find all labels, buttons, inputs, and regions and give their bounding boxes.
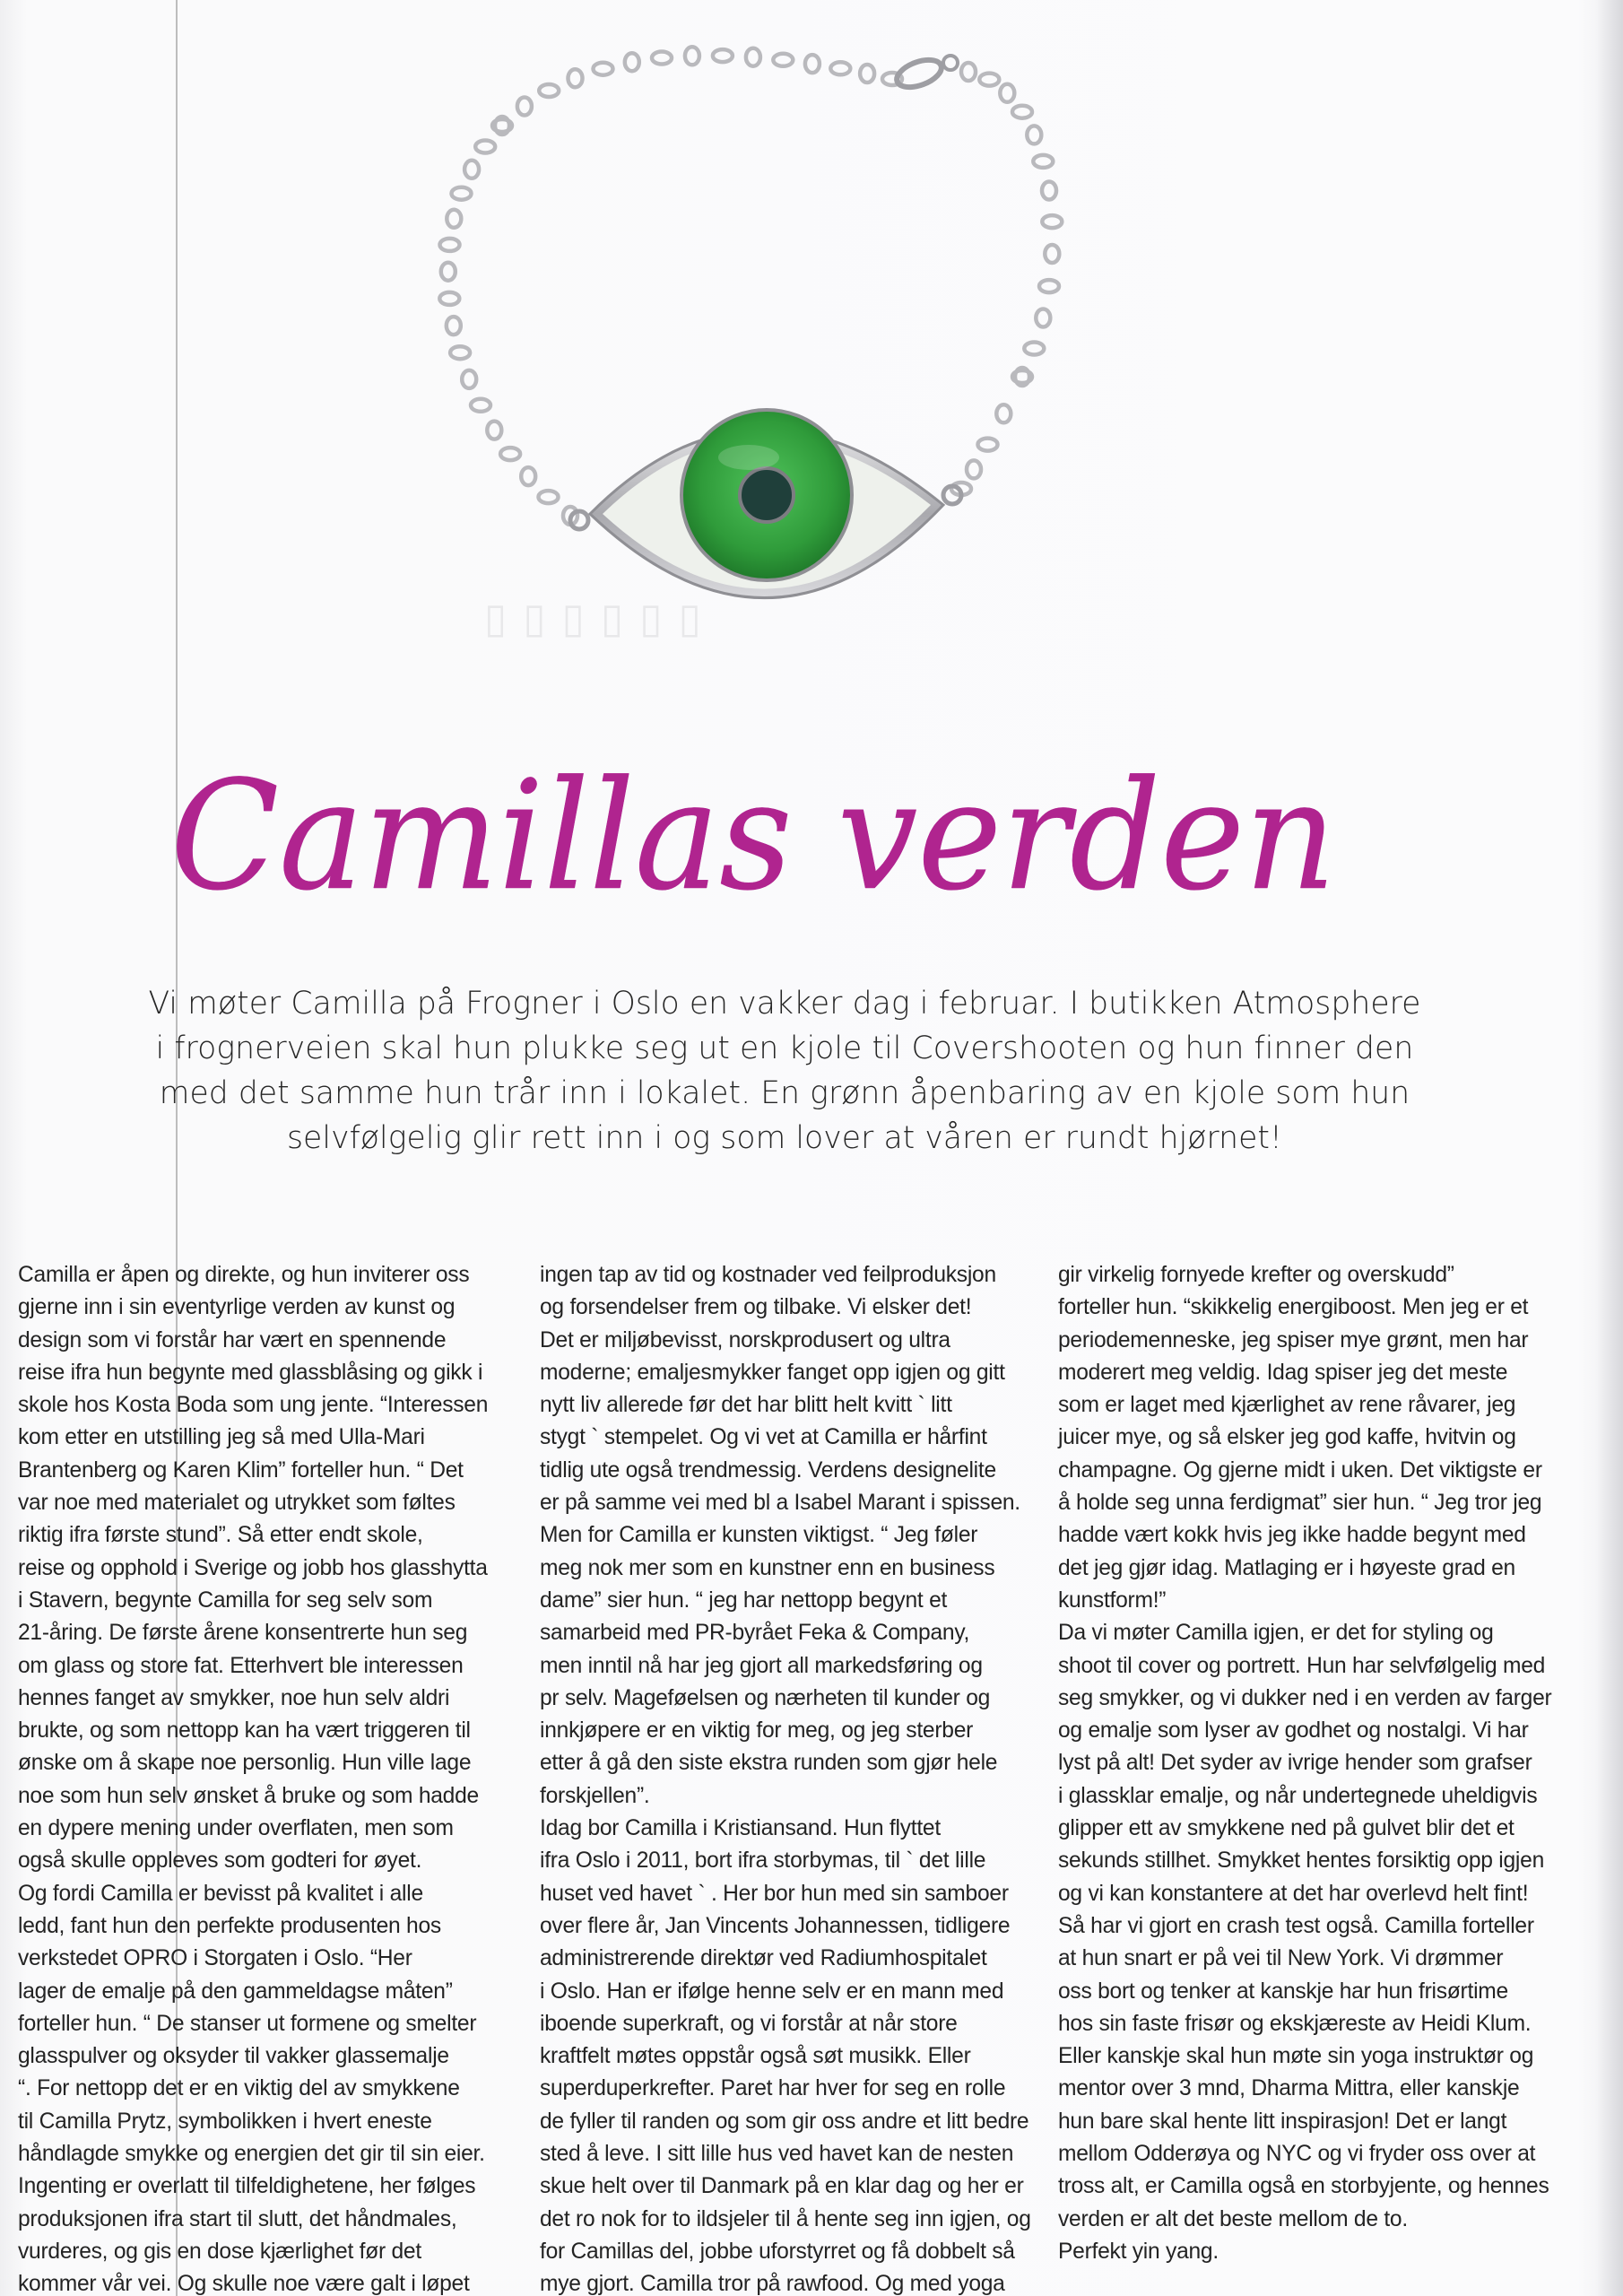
chain-link <box>521 467 535 485</box>
chain-link <box>475 141 495 153</box>
body-text-line: om glass og store fat. Etterhvert ble interessen <box>18 1653 464 1678</box>
chain-link <box>652 52 672 65</box>
chain-link <box>713 49 733 62</box>
body-text-line: seg smykker, og vi dukker ned i en verden av farger <box>1058 1685 1552 1710</box>
body-text-line: kom etter en utstilling jeg så med Ulla-Mari <box>18 1425 425 1450</box>
body-text-line: superduperkrefter. Paret har hver for seg en rolle <box>540 2076 1006 2101</box>
body-text-line: forteller hun. “skikkelig energiboost. Men jeg er et <box>1058 1295 1529 1320</box>
body-text-line: meg nok mer som en kunstner enn en business <box>540 1555 995 1580</box>
body-text-line: riktig ifra første stund”. Så etter endt skole, <box>18 1523 423 1548</box>
body-text-line: Brantenberg og Karen Klim” forteller hun. “ Det <box>18 1457 464 1483</box>
body-text-line: Men for Camilla er kunsten viktigst. “ Jeg føler <box>540 1523 978 1548</box>
body-text-line: og vi kan konstantere at det har overlevd helt fint! <box>1058 1881 1529 1906</box>
body-text-line: mye gjort. Camilla tror på rawfood. Og med yoga <box>540 2272 1005 2296</box>
chain-link <box>447 317 461 335</box>
body-text-line: reise og opphold i Sverige og jobb hos glasshytta <box>18 1555 488 1580</box>
chain-link <box>1045 245 1059 263</box>
body-text-line: samarbeid med PR-byrået Feka & Company, <box>540 1621 970 1646</box>
body-text-line: mentor over 3 mnd, Dharma Mittra, eller kanskje <box>1058 2076 1520 2101</box>
body-text-line: gjerne inn i sin eventyrlige verden av kunst og <box>18 1295 456 1320</box>
intro-paragraph <box>117 981 1453 1161</box>
body-text-line: etter å gå den siste ekstra runden som gjør hele <box>540 1751 998 1776</box>
article-body <box>0 1259 1623 2296</box>
body-text-line: periodemenneske, jeg spiser mye grønt, men har <box>1058 1327 1529 1352</box>
body-text-line: sted å leve. I sitt lille hus ved havet kan de nesten <box>540 2142 1014 2167</box>
chain-link <box>830 62 850 74</box>
article-column-2 <box>540 1259 1042 2296</box>
body-text-line: verden er alt det beste mellom de to. <box>1058 2206 1408 2231</box>
chain-link <box>1042 215 1062 228</box>
body-text-line: kommer vår vei. Og skulle noe være galt i løpet <box>18 2272 470 2296</box>
body-text-line: over flere år, Jan Vincents Johannessen, tidligere <box>540 1913 1011 1938</box>
chain-link <box>452 187 472 200</box>
body-text-line: håndlagde smykke og energien det gir til sin eier. <box>18 2142 485 2167</box>
body-text-line: og emalje som lyser av godhet og nostalgi. Vi har <box>1058 1718 1529 1744</box>
body-text-line: de fyller til randen og som gir oss andre et litt bedre <box>540 2109 1029 2134</box>
intro-line: Vi møter Camilla på Frogner i Oslo en vakker dag i februar. I butikken Atmosphere <box>148 986 1421 1022</box>
body-text-line: lager de emalje på den gammeldagse måten” <box>18 1979 453 2004</box>
chain-link <box>1039 280 1059 292</box>
article-column-1 <box>18 1259 520 2296</box>
body-text-line: kunstform!” <box>1058 1587 1167 1613</box>
chain-link <box>594 63 613 75</box>
body-text-line: men inntil nå har jeg gjort all markedsføring og <box>540 1653 983 1678</box>
chain-link <box>441 263 456 281</box>
body-text-line: pr selv. Mageføelsen og nærheten til kunder og <box>540 1685 991 1710</box>
chain-link <box>978 439 998 451</box>
body-text-line: Perfekt yin yang. <box>1058 2239 1219 2264</box>
intro-line: med det samme hun trår inn i lokalet. En grønn åpenbaring av en kjole som hun <box>159 1075 1410 1111</box>
body-text-line: skole hos Kosta Boda som ung jente. “Interessen <box>18 1393 489 1418</box>
body-text-line: tross alt, er Camilla også en storbyjente, og hennes <box>1058 2174 1549 2199</box>
body-text-line: moderne; emaljesmykker fanget opp igjen og gitt <box>540 1360 1005 1385</box>
intro-line: i frognerveien skal hun plukke seg ut en kjole til Covershooten og hun finner den <box>155 1031 1414 1066</box>
body-text-line: og forsendelser frem og tilbake. Vi elsker det! <box>540 1295 972 1320</box>
body-text-line: stygt ` stempelet. Og vi vet at Camilla er hårfint <box>540 1425 987 1450</box>
chain-link <box>471 399 490 412</box>
body-text-line: var noe med materialet og utrykket som føltes <box>18 1491 456 1516</box>
chain-link <box>625 53 639 71</box>
body-text-line: å holde seg unna ferdigmat” sier hun. “ Jeg tror jeg <box>1058 1491 1542 1516</box>
body-text-line: innkjøpere er en viktig for meg, og jeg sterber <box>540 1718 974 1744</box>
body-text-line: Så har vi gjort en crash test også. Camilla forteller <box>1058 1913 1534 1938</box>
body-text-line: til Camilla Prytz, symbolikken i hvert eneste <box>18 2109 432 2134</box>
body-text-line: sekunds stillhet. Smykket hentes forsiktig opp igjen <box>1058 1848 1545 1874</box>
body-text-line: glipper ett av smykkene ned på gulvet blir det et <box>1058 1816 1515 1841</box>
chain-link <box>996 404 1011 422</box>
body-text-line: det jeg gjør idag. Matlaging er i høyeste grad en <box>1058 1555 1515 1580</box>
body-text-line: shoot til cover og portrett. Hun har selvfølgelig med <box>1058 1653 1546 1678</box>
body-text-line: Ingenting er overlatt til tilfeldighetene, her følges <box>18 2174 476 2199</box>
body-text-line: lyst på alt! Det syder av ivrige hender som grafser <box>1058 1751 1532 1776</box>
body-text-line: noe som hun selv ønsket å bruke og som hadde <box>18 1783 479 1808</box>
body-text-line: champagne. Og gjerne midt i uken. Det viktigste er <box>1058 1457 1542 1483</box>
body-text-line: det ro nok for to ildsjeler til å hente seg inn igjen, og <box>540 2206 1031 2231</box>
chain-link <box>568 69 583 87</box>
eye-pendant <box>570 410 961 598</box>
chain-link <box>439 292 459 305</box>
body-text-line: kraftfelt møtes oppstår også søt musikk. Eller <box>540 2044 971 2069</box>
body-text-line: forteller hun. “ De stanser ut formene og smelter <box>18 2011 477 2036</box>
body-text-line: “. For nettopp det er en viktig del av smykkene <box>18 2076 460 2101</box>
body-text-line: produksjonen ifra start til slutt, det håndmales, <box>18 2206 457 2231</box>
body-text-line: gir virkelig fornyede krefter og overskudd” <box>1058 1263 1454 1287</box>
body-text-line: forskjellen”. <box>540 1783 650 1808</box>
body-text-line: mellom Odderøya og NYC og vi fryder oss over at <box>1058 2142 1536 2167</box>
chain-link <box>979 74 999 86</box>
body-text-line: Idag bor Camilla i Kristiansand. Hun flyttet <box>540 1816 941 1841</box>
body-text-line: at hun snart er på vei til New York. Vi drømmer <box>1058 1946 1504 1971</box>
chain-link <box>1033 155 1053 168</box>
chain-link <box>450 346 470 359</box>
body-text-line: skue helt over til Danmark på en klar dag og her er <box>540 2174 1024 2199</box>
body-text-line: ingen tap av tid og kostnader ved feilproduksjon <box>540 1263 996 1287</box>
body-text-line: dame” sier hun. “ jeg har nettopp begynt et <box>540 1587 948 1613</box>
chain-link <box>1012 106 1032 118</box>
body-text-line: oss bort og tenker at kanskje har hun frisørtime <box>1058 1979 1508 2004</box>
bracelet-clasp <box>893 55 958 92</box>
body-text-line: som er laget med kjærlighet av rene råvarer, jeg <box>1058 1393 1516 1418</box>
body-text-line: for Camillas del, jobbe uforstyrret og få dobbelt så <box>540 2239 1015 2264</box>
chain-link <box>805 55 820 73</box>
body-text-line: i Oslo. Han er ifølge henne selv er en mann med <box>540 1979 1004 2004</box>
body-text-line: også skulle oppleves som godteri for øyet. <box>18 1848 422 1874</box>
body-text-line: iboende superkraft, og vi forstår at når store <box>540 2011 958 2036</box>
body-text-line: hennes fanget av smykker, noe hun selv aldri <box>18 1685 450 1710</box>
body-text-line: tidlig ute også trendmessig. Verdens designelite <box>540 1457 996 1483</box>
chain-link <box>746 48 760 66</box>
body-text-line: hadde vært kokk hvis jeg ikke hadde begynt med <box>1058 1523 1526 1548</box>
chain-link <box>539 84 559 97</box>
chain-link <box>1024 343 1044 355</box>
body-text-line: Det er miljøbevisst, norskprodusert og ultra <box>540 1327 950 1352</box>
chain-link <box>860 65 874 83</box>
chain-link <box>487 422 501 439</box>
evil-eye-bracelet-image <box>395 36 1076 628</box>
body-text-line: ifra Oslo i 2011, bort ifra storbymas, til ` det lille <box>540 1848 986 1874</box>
chain-link <box>773 54 793 66</box>
body-text-line: verkstedet OPRO i Storgaten i Oslo. “Her <box>18 1946 412 1971</box>
body-text-line: 21-åring. De første årene konsentrerte hun seg <box>18 1621 468 1646</box>
chain-link <box>462 370 476 388</box>
body-text-line: hun bare skal hente litt inspirasjon! Det er langt <box>1058 2109 1507 2134</box>
body-text-line: Eller kanskje skal hun møte sin yoga instruktør og <box>1058 2044 1534 2069</box>
chain-link <box>1027 126 1041 144</box>
article-column-3 <box>1058 1259 1560 2268</box>
body-text-line: Camilla er åpen og direkte, og hun inviterer oss <box>18 1263 470 1287</box>
body-text-line: ledd, fant hun den perfekte produsenten hos <box>18 1913 441 1938</box>
chain-link <box>539 491 559 503</box>
body-text-line: vurderes, og gis en dose kjærlighet før det <box>18 2239 421 2264</box>
body-text-line: moderert meg veldig. Idag spiser jeg det meste <box>1058 1360 1508 1385</box>
body-text-line: i glassklar emalje, og når undertegnede uheldigvis <box>1058 1783 1538 1808</box>
body-text-line: hos sin faste frisør og ekskjæreste av Heidi Klum. <box>1058 2011 1532 2036</box>
body-text-line: reise ifra hun begynte med glassblåsing og gikk i <box>18 1360 483 1385</box>
body-text-line: Og fordi Camilla er bevisst på kvalitet i alle <box>18 1881 423 1906</box>
show-through-text: ▯▯▯▯▯▯ <box>484 601 717 649</box>
chain-link <box>961 63 976 81</box>
body-text-line: er på samme vei med bl a Isabel Marant i spissen. <box>540 1491 1020 1516</box>
body-text-line: brukte, og som nettopp kan ha vært triggeren til <box>18 1718 471 1744</box>
intro-line: selvfølgelig glir rett inn i og som lover at våren er rundt hjørnet! <box>286 1120 1282 1156</box>
chain-link <box>1036 309 1050 327</box>
chain-link <box>967 460 981 478</box>
body-text-line: i Stavern, begynte Camilla for seg selv som <box>18 1587 433 1613</box>
chain-link <box>440 239 460 251</box>
body-text-line: en dypere mening under overflaten, men som <box>18 1816 454 1841</box>
body-text-line: nytt liv allerede før det har blitt helt kvitt ` litt <box>540 1393 952 1418</box>
body-text-line: glasspulver og oksyder til vakker glassemalje <box>18 2044 449 2069</box>
chain-link <box>1042 182 1056 200</box>
body-text-line: Da vi møter Camilla igjen, er det for styling og <box>1058 1621 1494 1646</box>
chain-link <box>517 98 532 116</box>
chain-link <box>447 210 461 228</box>
body-text-line: huset ved havet ` . Her bor hun med sin samboer <box>540 1881 1009 1906</box>
body-text-line: design som vi forstår har vært en spennende <box>18 1327 447 1352</box>
body-text-line: ønske om å skape noe personlig. Hun ville lage <box>18 1751 472 1776</box>
chain-link <box>1000 84 1014 102</box>
chain-link <box>500 448 520 460</box>
page-title-text: Camillas verden <box>170 748 1336 924</box>
chain-link <box>464 161 479 178</box>
body-text-line: administrerende direktør ved Radiumhospitalet <box>540 1946 987 1971</box>
chain-link <box>685 47 699 65</box>
page-title <box>161 718 1363 951</box>
body-text-line: juicer mye, og så elsker jeg god kaffe, hvitvin og <box>1058 1425 1516 1450</box>
